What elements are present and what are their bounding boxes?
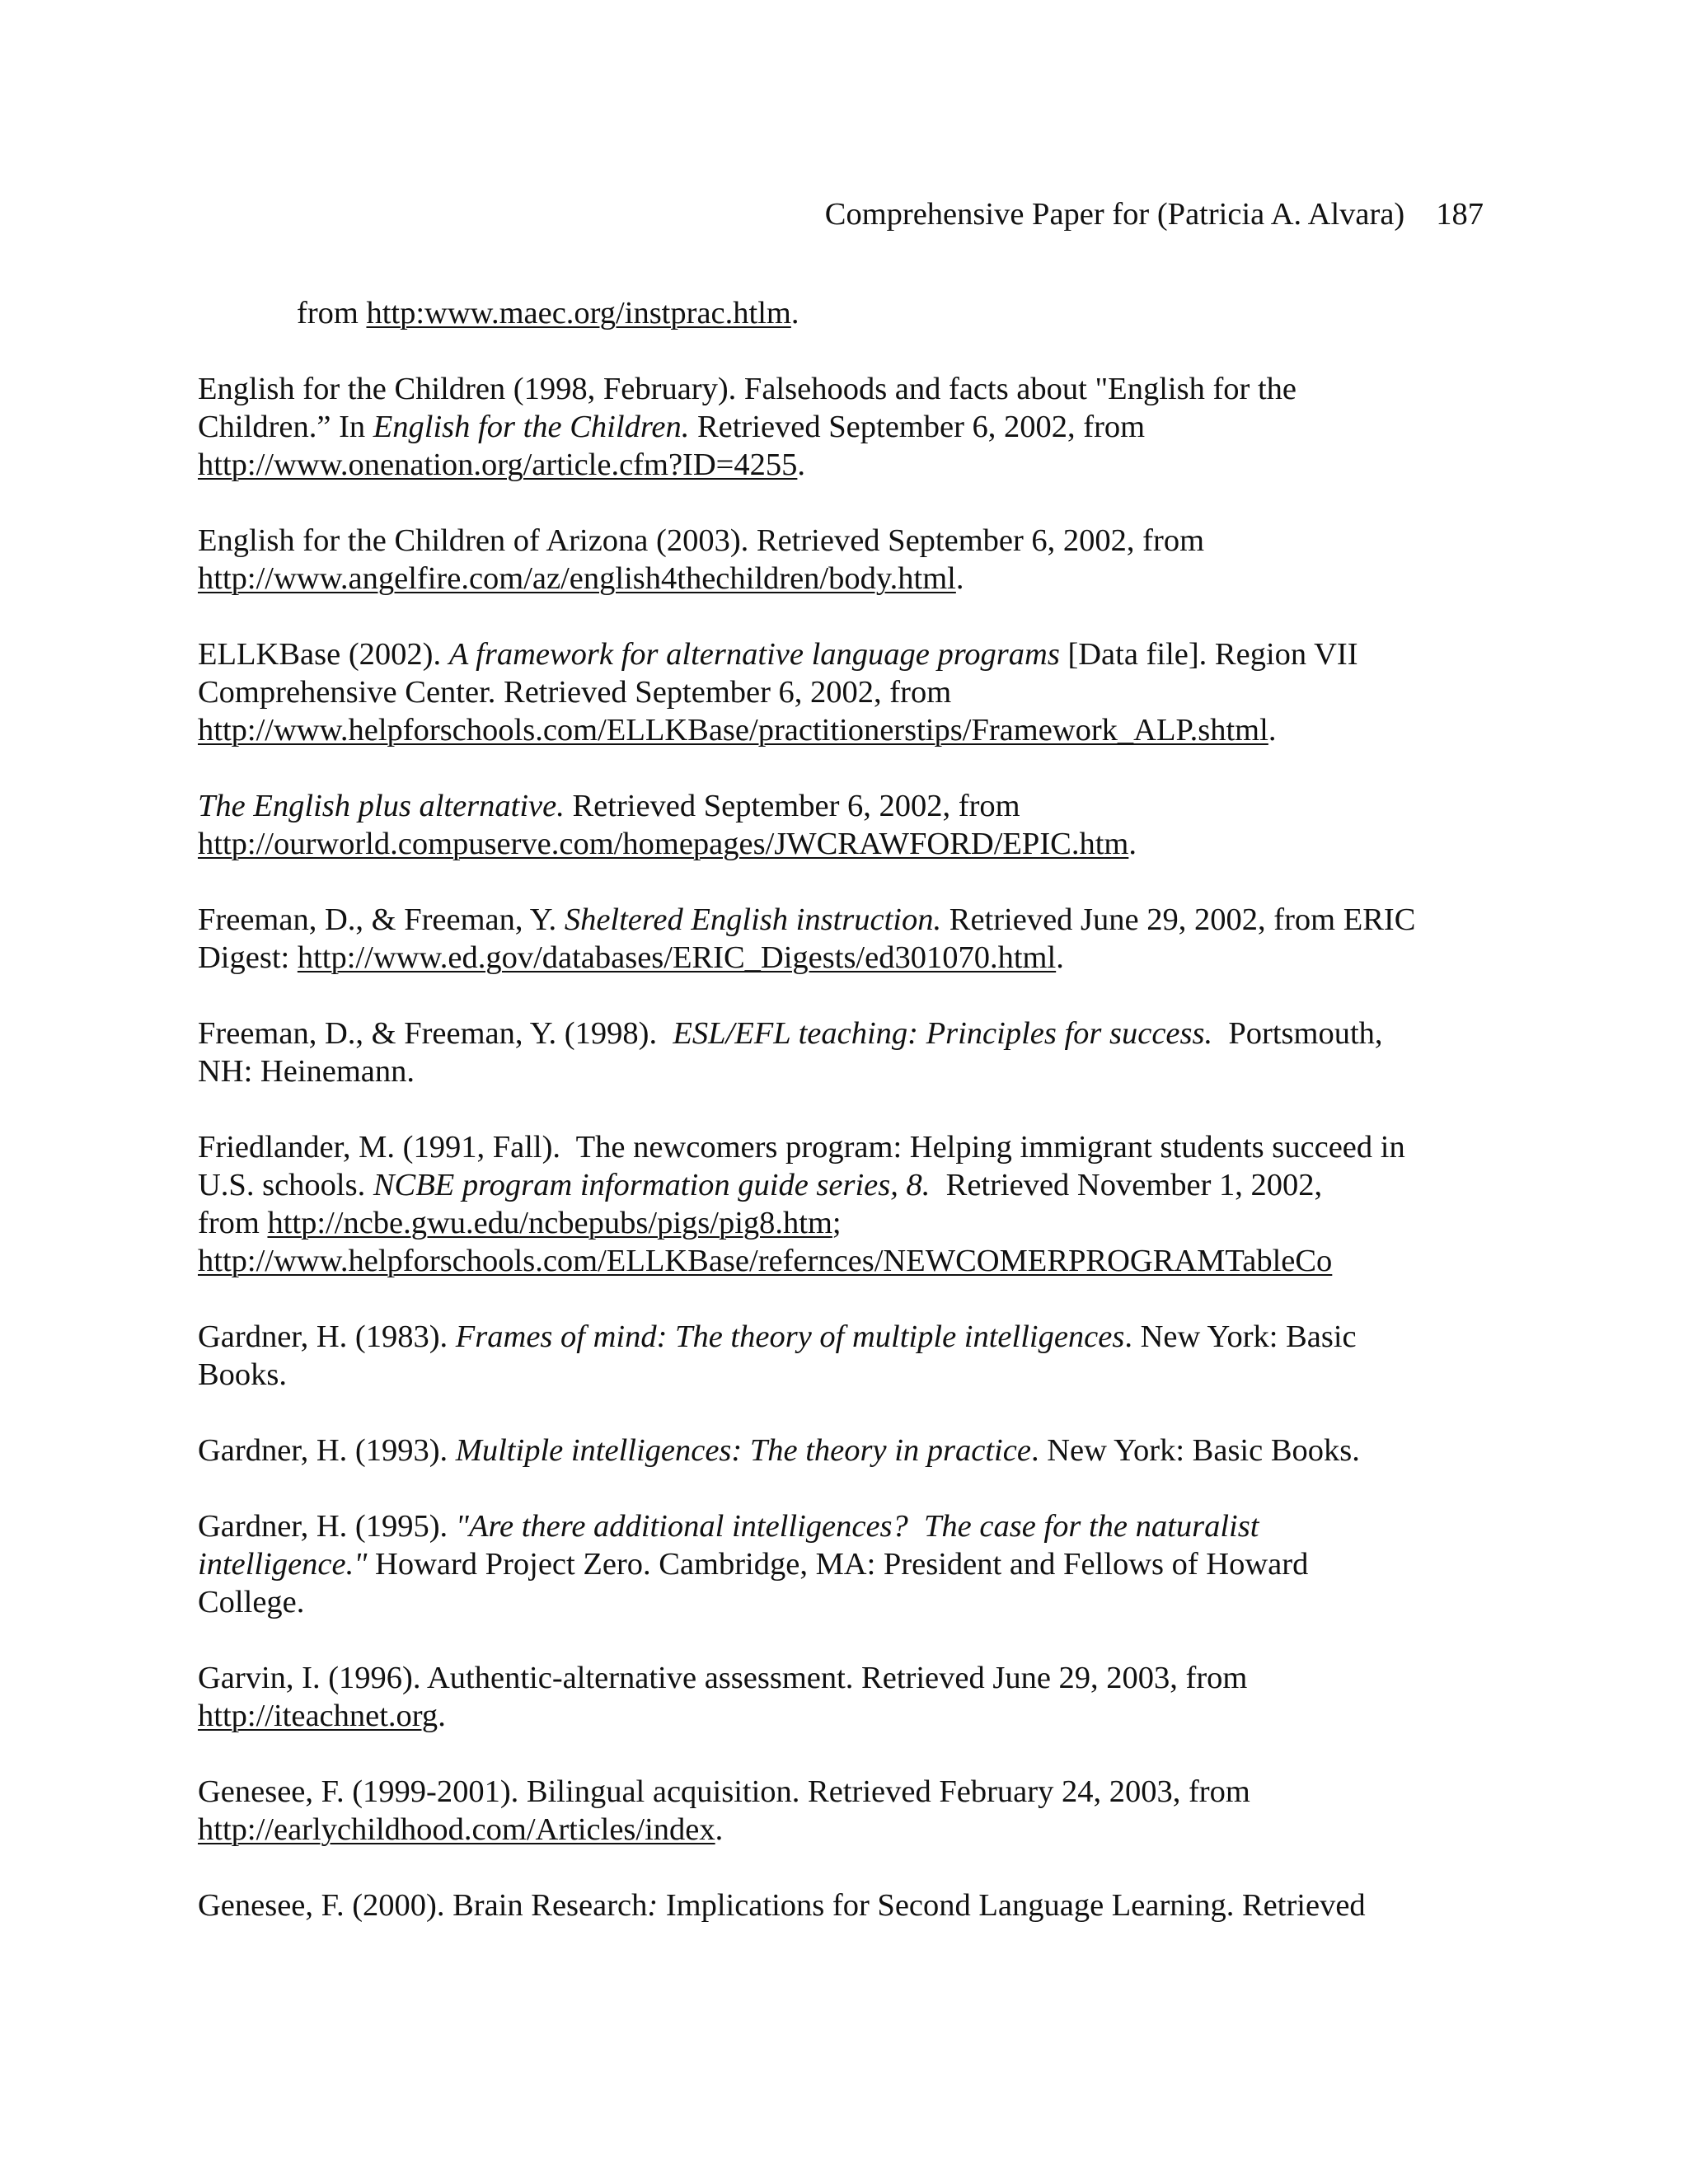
reference-link[interactable]: http://ncbe.gwu.edu/ncbepubs/pigs/pig8.htm [267,1206,832,1240]
reference-line [198,939,1508,977]
text-run: Retrieved June 29, 2002, from ERIC [941,902,1416,937]
text-run: from [297,296,367,330]
reference-line [198,1242,1508,1280]
text-run: . [797,448,805,482]
text-run: . [715,1812,724,1847]
text-run: . [1268,713,1277,748]
reference-entry [198,1659,1508,1735]
italic-title: NCBE program information guide series, 8. [373,1168,931,1202]
reference-link[interactable]: http://ourworld.compuserve.com/homepages/JWCRAWFORD/EPIC.htm [198,827,1129,861]
text-run: Implications for Second Language Learning. Retrieved [658,1888,1366,1923]
reference-entry [198,1886,1508,1924]
text-run: . New York: Basic [1124,1319,1357,1354]
reference-entry [198,1507,1508,1621]
reference-line [198,1697,1508,1735]
reference-entry [198,370,1508,484]
reference-line: Comprehensive Center. Retrieved September 6, 2002, from [198,675,952,710]
reference-entry [198,901,1508,977]
reference-link[interactable]: http://www.onenation.org/article.cfm?ID=4255 [198,448,798,482]
reference-entry [198,635,1508,749]
reference-line [198,408,1508,446]
reference-line [198,825,1508,863]
reference-line [198,1166,1508,1204]
text-run: . [790,296,799,330]
reference-line [198,1015,1508,1052]
reference-line [198,560,1508,598]
italic-title: A framework for alternative language programs [448,637,1060,672]
text-run: . New York: Basic Books. [1030,1433,1360,1468]
reference-line [198,1204,1508,1242]
reference-entry [198,1432,1508,1469]
text-run: from [198,1206,268,1240]
reference-line [198,901,1508,939]
text-run: U.S. schools. [198,1168,373,1202]
reference-line [198,787,1508,825]
running-header [0,195,1484,233]
reference-link[interactable]: http://www.helpforschools.com/ELLKBase/refernces/NEWCOMERPROGRAMTableCo [198,1244,1333,1278]
reference-entry [198,1015,1508,1090]
reference-line [198,1811,1508,1849]
text-run: Retrieved November 1, 2002, [930,1168,1323,1202]
text-run: . [1056,940,1064,975]
page-number: 187 [1436,197,1484,232]
text-run: [Data file]. Region VII [1059,637,1358,672]
reference-line [297,294,1508,332]
italic-title: English for the Children. [373,410,690,444]
reference-entry [198,294,1508,332]
text-run: . [955,561,964,596]
reference-line: Garvin, I. (1996). Authentic-alternative assessment. Retrieved June 29, 2003, from [198,1661,1248,1695]
text-run: Gardner, H. (1995). [198,1509,456,1544]
text-run: Howard Project Zero. Cambridge, MA: President and Fellows of Howard [367,1547,1309,1582]
text-run: Genesee, F. (2000). Brain Research [198,1888,648,1923]
text-run: Retrieved September 6, 2002, from [689,410,1146,444]
reference-line: College. [198,1585,305,1619]
italic-title: "Are there additional intelligences? The case for the naturalist [455,1509,1259,1544]
text-run: . [438,1699,446,1733]
reference-line: English for the Children of Arizona (2003). Retrieved September 6, 2002, from [198,523,1205,558]
italic-title: Multiple intelligences: The theory in practice [455,1433,1031,1468]
reference-entry [198,1773,1508,1849]
italic-title: Frames of mind: The theory of multiple intelligences [455,1319,1125,1354]
reference-entry [198,1128,1508,1280]
text-run: Portsmouth, [1212,1016,1383,1051]
reference-line [198,711,1508,749]
reference-list [198,294,1508,1962]
text-run: Freeman, D., & Freeman, Y. (1998). [198,1016,673,1051]
italic-title: intelligence." [198,1547,368,1582]
reference-line: Friedlander, M. (1991, Fall). The newcomers program: Helping immigrant students succeed in [198,1130,1405,1165]
reference-line: English for the Children (1998, February). Falsehoods and facts about "English for the [198,372,1297,406]
header-title: Comprehensive Paper for (Patricia A. Alvara) [824,197,1405,232]
italic-title: The English plus alternative. [198,789,565,823]
text-run: Retrieved September 6, 2002, from [564,789,1020,823]
text-run: . [1128,827,1137,861]
reference-link[interactable]: http://www.helpforschools.com/ELLKBase/practitionerstips/Framework_ALP.shtml [198,713,1268,748]
reference-link[interactable]: http://www.angelfire.com/az/english4thechildren/body.html [198,561,956,596]
reference-line [198,1886,1508,1924]
reference-line: Books. [198,1357,288,1392]
reference-line: NH: Heinemann. [198,1054,415,1089]
reference-line [198,446,1508,484]
reference-link[interactable]: http:www.maec.org/instprac.htlm [366,296,791,330]
reference-line [198,1432,1508,1469]
text-run: Children.” In [198,410,373,444]
text-run: Gardner, H. (1983). [198,1319,456,1354]
reference-link[interactable]: http://www.ed.gov/databases/ERIC_Digests/ed301070.html [297,940,1057,975]
reference-line [198,1507,1508,1545]
text-run: ; [832,1206,842,1240]
text-run: ELLKBase (2002). [198,637,449,672]
reference-line [198,1545,1508,1583]
reference-line [198,1318,1508,1356]
italic-title: Sheltered English instruction. [564,902,942,937]
reference-entry [198,522,1508,598]
text-run: Digest: [198,940,298,975]
text-run: Gardner, H. (1993). [198,1433,456,1468]
reference-entry [198,1318,1508,1394]
reference-link[interactable]: http://iteachnet.org [198,1699,438,1733]
italic-title: ESL/EFL teaching: Principles for success. [673,1016,1213,1051]
reference-entry [198,787,1508,863]
reference-line [198,635,1508,673]
text-run: Freeman, D., & Freeman, Y. [198,902,565,937]
reference-line: Genesee, F. (1999-2001). Bilingual acquisition. Retrieved February 24, 2003, from [198,1774,1250,1809]
reference-link[interactable]: http://earlychildhood.com/Articles/index [198,1812,715,1847]
italic-colon: : [647,1888,659,1923]
